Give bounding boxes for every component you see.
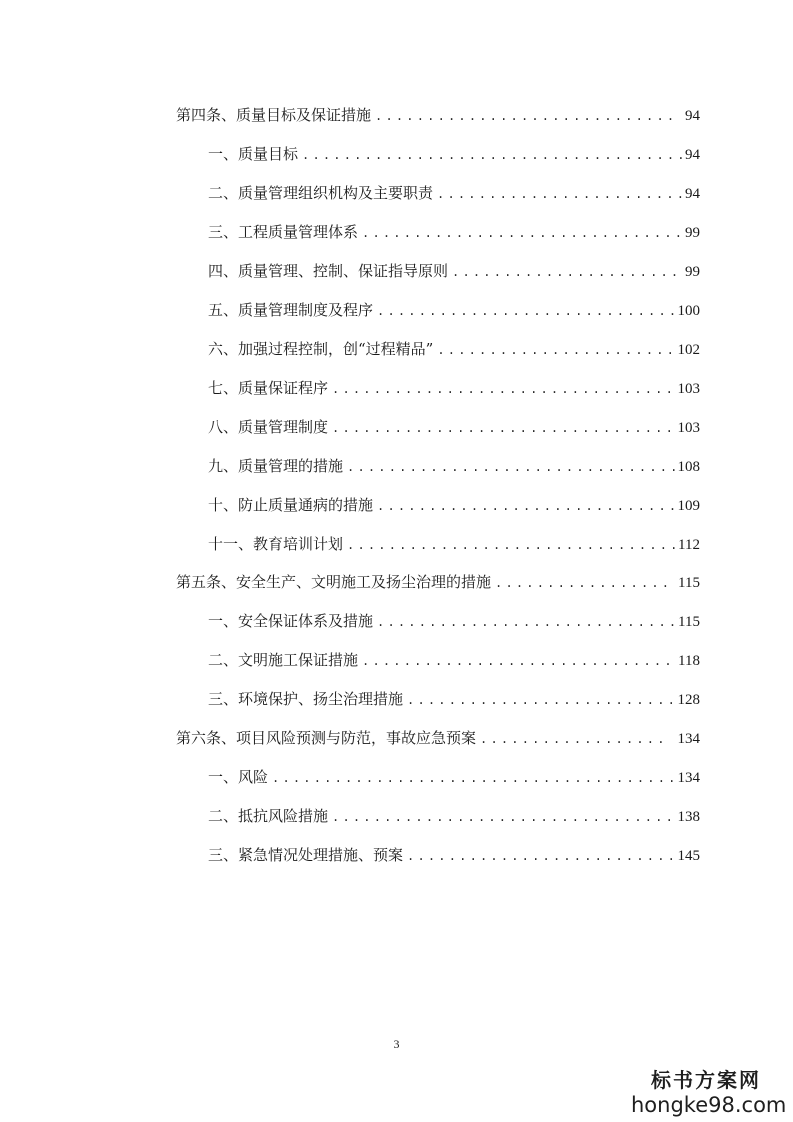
toc-leader-dots	[347, 455, 674, 479]
toc-entry-title: 第六条、项目风险预测与防范，事故应急预案	[176, 729, 477, 747]
toc-entry-page: 102	[677, 342, 700, 358]
toc-leader-dots	[452, 260, 682, 284]
toc-entry[interactable]	[208, 454, 700, 478]
toc-entry[interactable]	[208, 181, 700, 205]
toc-entry-page: 134	[677, 770, 700, 786]
toc-leader-dots	[437, 338, 674, 362]
toc-leader-dots	[332, 805, 674, 829]
toc-entry[interactable]	[208, 804, 700, 828]
toc-leader-dots	[375, 104, 676, 128]
watermark-url: hongke98.com	[631, 1093, 787, 1117]
toc-entry-page: 128	[677, 692, 700, 708]
toc-entry-title: 第四条、质量目标及保证措施	[176, 106, 372, 124]
toc-entry-title: 九、质量管理的措施	[208, 457, 344, 475]
toc-leader-dots	[362, 649, 675, 673]
toc-entry-page: 103	[677, 420, 700, 436]
toc-entry[interactable]	[208, 337, 700, 361]
page-number: 3	[393, 1037, 400, 1051]
toc-entry-page: 94	[685, 108, 700, 124]
toc-entry[interactable]	[208, 843, 700, 867]
toc-entry[interactable]	[208, 609, 700, 633]
toc-leader-dots	[302, 143, 682, 167]
toc-entry-title: 八、质量管理制度	[208, 418, 329, 436]
toc-entry-title: 一、风险	[208, 768, 269, 786]
watermark-title: 标书方案网	[651, 1068, 761, 1092]
toc-entry-title: 四、质量管理、控制、保证指导原则	[208, 262, 449, 280]
toc-entry-title: 一、安全保证体系及措施	[208, 612, 374, 630]
toc-leader-dots	[437, 182, 682, 206]
toc-entry[interactable]	[208, 532, 700, 556]
toc-leader-dots	[495, 571, 669, 595]
toc-entry-page: 108	[677, 459, 700, 475]
toc-entry-title: 二、抵抗风险措施	[208, 807, 329, 825]
toc-entry-title: 五、质量管理制度及程序	[208, 301, 374, 319]
toc-entry[interactable]	[208, 687, 700, 711]
toc-entry-title: 七、质量保证程序	[208, 379, 329, 397]
toc-entry-page: 94	[685, 147, 700, 163]
toc-entry-page: 112	[678, 537, 700, 553]
toc-entry-page: 138	[677, 809, 700, 825]
toc-entry-page: 109	[677, 498, 700, 514]
toc-entry[interactable]	[176, 726, 700, 750]
toc-entry[interactable]	[208, 415, 700, 439]
watermark-logo	[631, 1068, 787, 1118]
toc-entry-title: 二、质量管理组织机构及主要职责	[208, 184, 434, 202]
toc-leader-dots	[407, 844, 674, 868]
toc-entry[interactable]	[208, 220, 700, 244]
toc-entry-page: 145	[677, 848, 700, 864]
toc-entry[interactable]	[208, 142, 700, 166]
toc-entry-title: 一、质量目标	[208, 145, 299, 163]
toc-leader-dots	[377, 494, 674, 518]
toc-entry-title: 十一、教育培训计划	[208, 535, 344, 553]
toc-leader-dots	[332, 377, 674, 401]
toc-entry-page: 118	[678, 653, 700, 669]
toc-leader-dots	[377, 610, 675, 634]
toc-entry-page: 115	[678, 575, 700, 591]
toc-entry-page: 99	[685, 225, 700, 241]
toc-leader-dots	[377, 299, 674, 323]
toc-leader-dots	[347, 533, 675, 557]
toc-entry-page: 94	[685, 186, 700, 202]
toc-entry[interactable]	[176, 570, 700, 594]
toc-leader-dots	[332, 416, 674, 440]
toc-leader-dots	[362, 221, 682, 245]
toc-leader-dots	[480, 727, 668, 751]
toc-entry[interactable]	[176, 103, 700, 127]
toc-entry-title: 三、紧急情况处理措施、预案	[208, 846, 404, 864]
toc-entry-page: 115	[678, 614, 700, 630]
toc-leader-dots	[407, 688, 674, 712]
toc-entry-title: 三、环境保护、扬尘治理措施	[208, 690, 404, 708]
toc-entry-page: 103	[677, 381, 700, 397]
toc-leader-dots	[272, 766, 674, 790]
toc-entry-title: 六、加强过程控制，创“过程精品”	[208, 340, 434, 358]
toc-entry-title: 第五条、安全生产、文明施工及扬尘治理的措施	[176, 573, 492, 591]
toc-entry[interactable]	[208, 765, 700, 789]
toc-entry[interactable]	[208, 376, 700, 400]
toc-entry-title: 二、文明施工保证措施	[208, 651, 359, 669]
toc-entry[interactable]	[208, 298, 700, 322]
toc-entry-title: 三、工程质量管理体系	[208, 223, 359, 241]
toc-entry[interactable]	[208, 648, 700, 672]
toc-entry-page: 134	[677, 731, 700, 747]
toc-entry[interactable]	[208, 259, 700, 283]
toc-entry-page: 100	[677, 303, 700, 319]
toc-entry-title: 十、防止质量通病的措施	[208, 496, 374, 514]
toc-entry-page: 99	[685, 264, 700, 280]
toc-entry[interactable]	[208, 493, 700, 517]
